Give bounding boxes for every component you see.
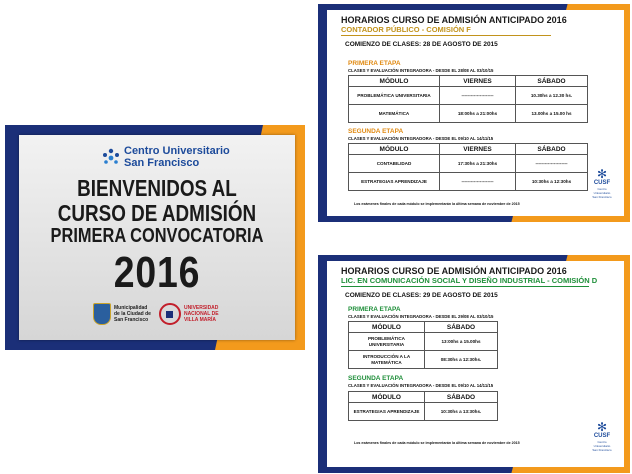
cell-module: PROBLEMÁTICA UNIVERSITARIA bbox=[349, 87, 440, 105]
org-name-line1: Centro Universitario bbox=[124, 145, 230, 157]
cell-friday: 18:00hs a 21:00hs bbox=[440, 105, 516, 123]
cell-saturday: 10:30hs a 12:30hs bbox=[516, 173, 588, 191]
card2-divider bbox=[341, 286, 589, 287]
card2-cusf-logo bbox=[590, 421, 614, 452]
schedule-card-comunicacion bbox=[318, 255, 630, 473]
table-header: SÁBADO bbox=[425, 322, 498, 333]
cell-module: PROBLEMÁTICA UNIVERSITARIA bbox=[349, 333, 425, 351]
cell-friday: --------------------- bbox=[440, 173, 516, 191]
table-row bbox=[349, 351, 498, 369]
table-header: MÓDULO bbox=[349, 392, 425, 403]
cell-module: INTRODUCCIÓN A LA MATEMÁTICA bbox=[349, 351, 425, 369]
card2-exam-note: Los exámenes finales de cada módulo se implementarán la última semana de noviembre de 2015 bbox=[354, 441, 520, 445]
unvm-text-2: NACIONAL DE bbox=[183, 311, 219, 317]
cusf-mini-sub1: Centro Universitario bbox=[593, 440, 611, 448]
cell-module: ESTRATEGIAS APRENDIZAJE bbox=[349, 403, 425, 421]
card2-table1 bbox=[348, 321, 498, 369]
table-header: MÓDULO bbox=[349, 76, 440, 87]
card1-stage1-title: PRIMERA ETAPA bbox=[348, 60, 401, 67]
table-row bbox=[349, 173, 588, 191]
muni-text-1: Municipalidad bbox=[114, 305, 148, 311]
muni-text-2: de la Ciudad de bbox=[114, 311, 151, 317]
card2-stage2-title: SEGUNDA ETAPA bbox=[348, 375, 404, 382]
card2-table2 bbox=[348, 391, 498, 421]
cell-saturday: 08:30hs a 12:30hs. bbox=[425, 351, 498, 369]
welcome-line3: PRIMERA CONVOCATORIA bbox=[50, 225, 264, 247]
table-header: SÁBADO bbox=[425, 392, 498, 403]
card1-table1 bbox=[348, 75, 588, 123]
unvm-text-3: VILLA MARÍA bbox=[183, 317, 216, 323]
card1-table2 bbox=[348, 143, 588, 191]
cell-saturday: --------------------- bbox=[516, 155, 588, 173]
card1-start-date: COMIENZO DE CLASES: 28 DE AGOSTO DE 2015 bbox=[345, 41, 498, 48]
cell-module: CONTABILIDAD bbox=[349, 155, 440, 173]
welcome-card bbox=[5, 125, 305, 350]
org-name-line2: San Francisco bbox=[124, 157, 200, 169]
card1-divider bbox=[341, 35, 551, 36]
card2-stage2-sub: CLASES Y EVALUACIÓN INTEGRADORA - DESDE EL 09/10 AL 14/11/15 bbox=[348, 383, 494, 388]
muni-text-3: San Francisco bbox=[114, 317, 149, 323]
card2-title: HORARIOS CURSO DE ADMISIÓN ANTICIPADO 2016 bbox=[341, 266, 567, 276]
cusf-mini-title: CUSF bbox=[593, 180, 611, 186]
unvm-emblem-icon bbox=[159, 303, 181, 325]
card2-subtitle: LIC. EN COMUNICACIÓN SOCIAL Y DISEÑO INDUSTRIAL - COMISIÓN D bbox=[341, 276, 598, 285]
table-row bbox=[349, 403, 498, 421]
table-header: VIERNES bbox=[440, 144, 516, 155]
table-row bbox=[349, 105, 588, 123]
cusf-logo bbox=[101, 145, 230, 169]
cell-module: ESTRATEGIAS APRENDIZAJE bbox=[349, 173, 440, 191]
cell-friday: --------------------- bbox=[440, 87, 516, 105]
schedule-card-contador bbox=[318, 4, 630, 222]
card1-cusf-logo bbox=[590, 168, 614, 199]
cell-saturday: 10.30hs a 12.30 hs. bbox=[516, 87, 588, 105]
card1-stage1-sub: CLASES Y EVALUACIÓN INTEGRADORA - DESDE EL 28/08 AL 03/10/15 bbox=[348, 68, 494, 73]
unvm-text-1: UNIVERSIDAD bbox=[183, 305, 219, 311]
table-header: VIERNES bbox=[440, 76, 516, 87]
cusf-mini-sub2: San Francisco bbox=[592, 195, 612, 199]
cusf-mini-icon: ✻ bbox=[596, 167, 608, 181]
cell-saturday: 10:30hs a 13:30hs. bbox=[425, 403, 498, 421]
cusf-mini-sub2: San Francisco bbox=[592, 448, 612, 452]
table-row bbox=[349, 87, 588, 105]
table-row bbox=[349, 155, 588, 173]
cell-module: MATEMÁTICA bbox=[349, 105, 440, 123]
card1-exam-note: Los exámenes finales de cada módulo se implementarán la última semana de noviembre de 2015 bbox=[354, 202, 520, 206]
partner-logos bbox=[93, 303, 219, 325]
cell-saturday: 13:00hs a 15.00hs bbox=[425, 333, 498, 351]
cusf-mini-sub1: Centro Universitario bbox=[593, 187, 611, 195]
municipality-logo bbox=[93, 303, 151, 325]
cell-saturday: 13.00hs a 15.00 hs bbox=[516, 105, 588, 123]
card2-start-date: COMIENZO DE CLASES: 29 DE AGOSTO DE 2015 bbox=[345, 292, 498, 299]
table-header: MÓDULO bbox=[349, 322, 425, 333]
cusf-dots-icon bbox=[101, 148, 121, 166]
table-header: SÁBADO bbox=[516, 76, 588, 87]
card1-subtitle: CONTADOR PÚBLICO - COMISIÓN F bbox=[341, 25, 471, 34]
cusf-mini-title: CUSF bbox=[593, 433, 611, 439]
welcome-line2: CURSO DE ADMISIÓN bbox=[57, 200, 257, 226]
card1-stage2-title: SEGUNDA ETAPA bbox=[348, 128, 404, 135]
card2-stage1-sub: CLASES Y EVALUACIÓN INTEGRADORA - DESDE EL 29/08 AL 03/10/15 bbox=[348, 314, 494, 319]
welcome-year: 2016 bbox=[113, 248, 201, 297]
welcome-line1: BIENVENIDOS AL bbox=[77, 175, 237, 201]
unvm-logo bbox=[159, 303, 219, 325]
table-header: SÁBADO bbox=[516, 144, 588, 155]
municipality-shield-icon bbox=[93, 303, 111, 325]
cell-friday: 17:30hs a 21:30hs bbox=[440, 155, 516, 173]
card1-stage2-sub: CLASES Y EVALUACIÓN INTEGRADORA - DESDE EL 09/10 AL 14/11/15 bbox=[348, 136, 494, 141]
card1-title: HORARIOS CURSO DE ADMISIÓN ANTICIPADO 2016 bbox=[341, 15, 567, 25]
card2-stage1-title: PRIMERA ETAPA bbox=[348, 306, 401, 313]
table-header: MÓDULO bbox=[349, 144, 440, 155]
cusf-mini-icon: ✻ bbox=[596, 420, 608, 434]
table-row bbox=[349, 333, 498, 351]
